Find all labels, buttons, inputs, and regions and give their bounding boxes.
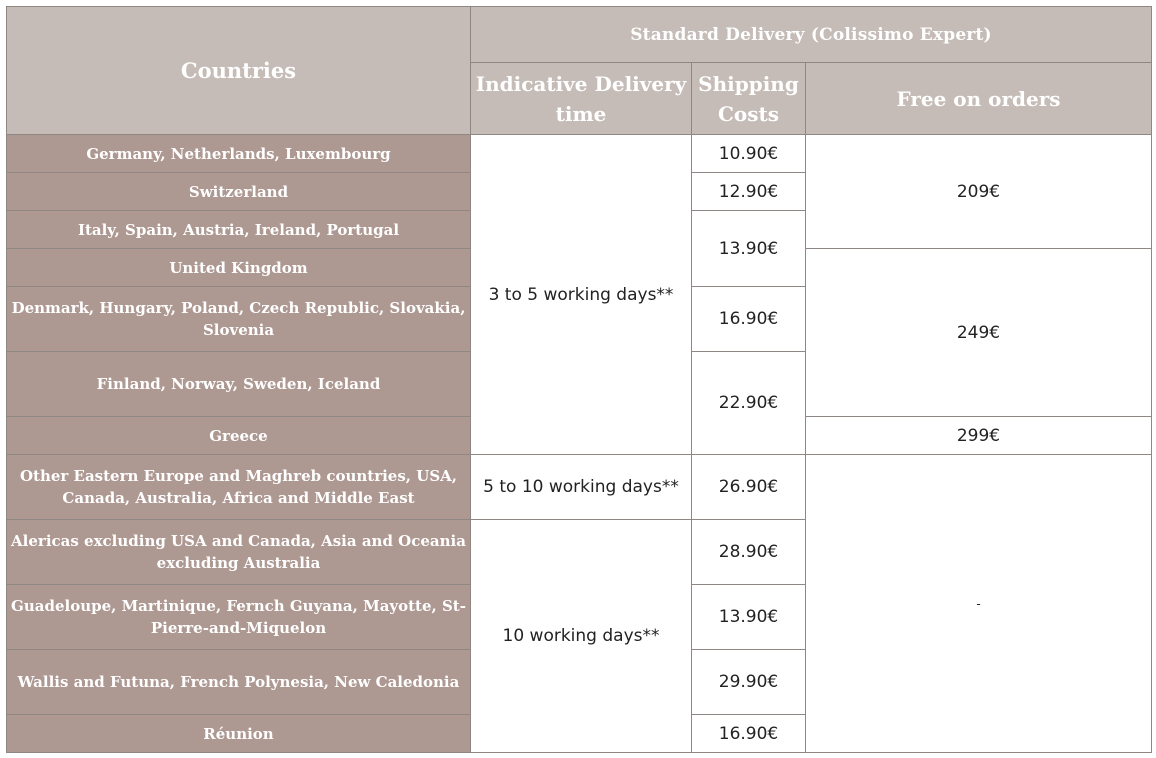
country-cell: Alericas excluding USA and Canada, Asia and Oceania excluding Australia (7, 520, 471, 585)
shipping-cost-cell: 10.90€ (692, 135, 806, 173)
shipping-cost-cell: 26.90€ (692, 455, 806, 520)
country-cell: Switzerland (7, 173, 471, 211)
shipping-cost-cell: 16.90€ (692, 287, 806, 352)
shipping-cost-cell: 12.90€ (692, 173, 806, 211)
country-cell: Other Eastern Europe and Maghreb countries, USA, Canada, Australia, Africa and Middle East (7, 455, 471, 520)
country-cell: Greece (7, 417, 471, 455)
shipping-rates-table (6, 6, 1152, 753)
delivery-time-cell: 5 to 10 working days** (471, 455, 692, 520)
free-threshold-cell: 209€ (806, 135, 1152, 249)
country-cell: United Kingdom (7, 249, 471, 287)
free-threshold-cell: 249€ (806, 249, 1152, 417)
header-free-on-orders: Free on orders (806, 63, 1152, 135)
country-cell: Guadeloupe, Martinique, Fernch Guyana, Mayotte, St-Pierre-and-Miquelon (7, 585, 471, 650)
country-cell: Wallis and Futuna, French Polynesia, New Caledonia (7, 650, 471, 715)
country-cell: Italy, Spain, Austria, Ireland, Portugal (7, 211, 471, 249)
country-cell: Réunion (7, 715, 471, 753)
country-cell: Finland, Norway, Sweden, Iceland (7, 352, 471, 417)
country-cell: Denmark, Hungary, Poland, Czech Republic, Slovakia, Slovenia (7, 287, 471, 352)
header-delivery-time: Indicative Delivery time (471, 63, 692, 135)
shipping-cost-cell: 13.90€ (692, 585, 806, 650)
shipping-cost-cell: 28.90€ (692, 520, 806, 585)
header-countries: Countries (7, 7, 471, 135)
free-threshold-cell: - (806, 455, 1152, 753)
header-shipping-costs: Shipping Costs (692, 63, 806, 135)
shipping-cost-cell: 29.90€ (692, 650, 806, 715)
shipping-cost-cell: 13.90€ (692, 211, 806, 287)
delivery-time-cell: 3 to 5 working days** (471, 135, 692, 455)
delivery-time-cell: 10 working days** (471, 520, 692, 753)
shipping-cost-cell: 16.90€ (692, 715, 806, 753)
shipping-cost-cell: 22.90€ (692, 352, 806, 455)
header-standard-delivery: Standard Delivery (Colissimo Expert) (471, 7, 1152, 63)
country-cell: Germany, Netherlands, Luxembourg (7, 135, 471, 173)
free-threshold-cell: 299€ (806, 417, 1152, 455)
